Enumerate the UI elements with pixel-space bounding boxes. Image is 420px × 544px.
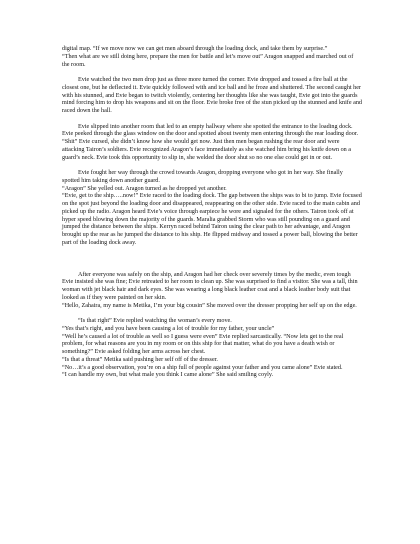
paragraph: Evie watched the two men drop just as three more turned the corner. Evie dropped and tossed a fire ball at the closest one, but he deflected it. Evie quickly followed with and ice ball and he froze and shuttered. The second caught her with his stunned, and Evie began to twitch violently, centering her thoughts like she was taught, Evie got into the guards mind forcing him to drop his weapons and sit on the floor. Evie broke free of the stun picked up the stunned and knife and raced down the hall. <box>62 77 362 114</box>
paragraph: “Hello, Zahaira, my name is Metika, I’m your big cousin” She moved over the dresser propping her self up on the edge. <box>62 302 357 309</box>
section-break <box>62 248 362 272</box>
paragraph: “Then what are we still doing here, prepare the men for battle and let’s move out” Aragon snapped and marched out of the room. <box>62 53 354 68</box>
paragraph-gap <box>62 69 362 77</box>
paragraph: digital map. “If we move now we can get men aboard through the loading dock, and take them by surprise.” <box>62 46 328 52</box>
paragraph: “Is that a threat” Metika said pushing her self off of the dresser. <box>62 356 218 363</box>
paragraph-gap <box>62 116 362 124</box>
paragraph: “Is that right” Evie replied watching the woman’s every move. <box>78 318 232 324</box>
paragraph-gap <box>62 162 362 170</box>
paragraph: “Aragon” She yelled out. Aragon turned as he dropped yet another. <box>62 185 227 192</box>
paragraph: Evie fought her way through the crowd towards Aragon, dropping everyone who got in her way. She finally spotted him taking down another guard. <box>62 170 343 184</box>
paragraph: “Yes that’s right, and you have been causing a lot of trouble for my father, your uncle” <box>62 325 275 332</box>
paragraph: “Well he’s caused a lot of trouble as well so I guess were even” Evie replied sarcastically. “Now lets get to the real problem, for what reasons are you in my room or on this ship for that matter, what do you have a death wish or something?” Evie asked folding her arms across her chest. <box>62 333 344 355</box>
paragraph: After everyone was safely on the ship, and Aragon had her check over severely times by the medic, even tough Evie insisted she was fine; Evie retreated to her room to clean up. She was surprised to find a visitor. She was a tall, thin woman with jet black hair and dark eyes. She was wearing a long black leather coat and a black leather body suit that looked as if they were painted on her skin. <box>62 271 358 301</box>
paragraph-gap <box>62 310 362 318</box>
paragraph: “I can handle my own, but what male you think I came alone” She said smiling coyly. <box>62 372 274 379</box>
document-body <box>62 46 362 380</box>
paragraph: “Evie, get to the ship…..now!” Evie raced to the loading dock. The gap between the ships was to bi to jump. Evie focused on the spot just beyond the loading door and disappeared, reappearing on the other side. Evie raced to the main cabin and picked up the radio. Aragon heard Evie’s voice through earpiece he wore and signaled for the others. Tairon took off at hyper speed blowing down the majority of the guards. Maralia grabbed Storm who was still pounding on a guard and jumped the distance between the ships. Kerryn raced behind Tairon using the clear path to her advantage, and Aragon brought up the rear as he jumped the distance to his ship. He flipped midway and tossed a power ball, blowing the better part of the loading dock away. <box>62 193 362 246</box>
paragraph: Evie slipped into another room that led to an empty hallway where she spotted the entrance to the loading dock. Evie peeked through the glass window on the door and spotted about twenty men entering through the rear loading door. “Shit” Evie cursed, she didn’t know how she would get now. Just then men began rushing the rear door and were attacking Tairon’s soldiers. Evie recognized Aragon’s face immediately as she watched him bring his knife down on a guard’s neck. Evie took this opportunity to slip in, she welded the door shut so no one else could get in or out. <box>62 123 359 161</box>
paragraph: “No…it’s a good observation, you’re on a ship full of people against your father and you came alone” Evie stated. <box>62 364 343 371</box>
